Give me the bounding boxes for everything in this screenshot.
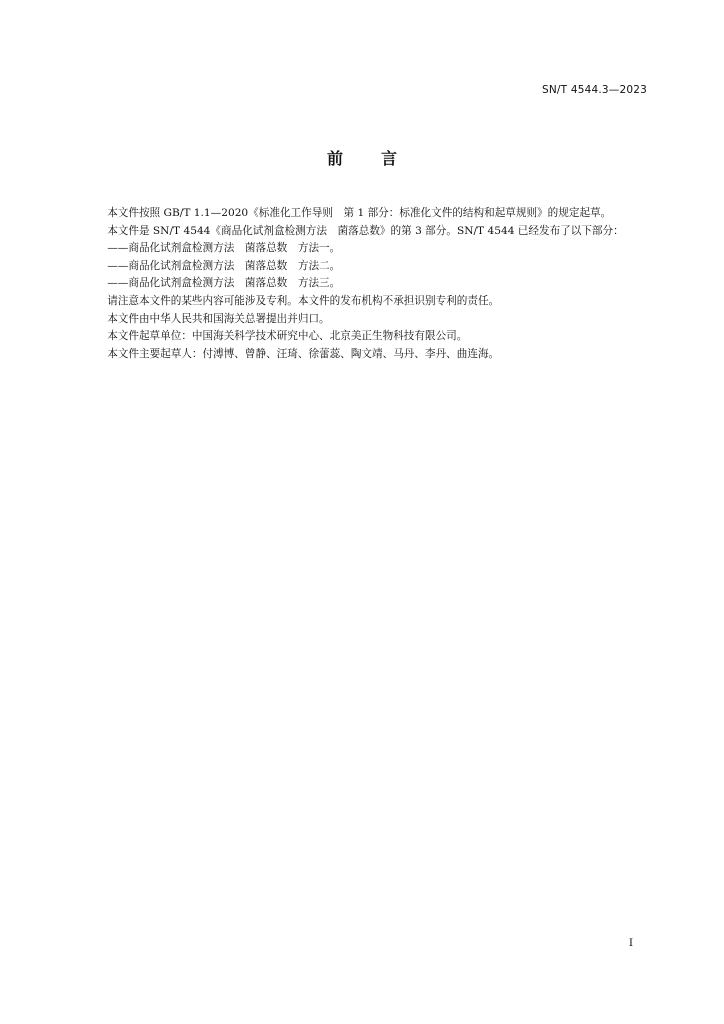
page-title: 前言 (326, 149, 435, 168)
paragraph-drafting-rules: 本文件按照 GB/T 1.1—2020《标准化工作导则 第 1 部分：标准化文件的结构和起草规则》的规定起草。 (107, 207, 612, 219)
list-item: ——商品化试剂盒检测方法 菌落总数 方法三。 (107, 277, 341, 290)
document-body (86, 205, 648, 363)
list-item: ——商品化试剂盒检测方法 菌落总数 方法二。 (107, 259, 341, 272)
paragraph-drafting-units: 本文件起草单位：中国海关科学技术研究中心、北京美正生物科技有限公司。 (107, 330, 468, 343)
paragraph-patent-notice: 请注意本文件的某些内容可能涉及专利。本文件的发布机构不承担识别专利的责任。 (107, 294, 500, 307)
paragraph-drafters: 本文件主要起草人：付溥博、曾静、汪琦、徐蕾蕊、陶文靖、马丹、李丹、曲连海。 (107, 347, 500, 360)
paragraph-series-info: 本文件是 SN/T 4544《商品化试剂盒检测方法 菌落总数》的第 3 部分。SN/T 4544 已经发布了以下部分： (107, 224, 624, 237)
paragraph-proposer: 本文件由中华人民共和国海关总署提出并归口。 (107, 312, 330, 325)
page-number: I (628, 937, 633, 949)
list-item: ——商品化试剂盒检测方法 菌落总数 方法一。 (107, 242, 341, 255)
document-number: SN/T 4544.3—2023 (542, 84, 647, 96)
